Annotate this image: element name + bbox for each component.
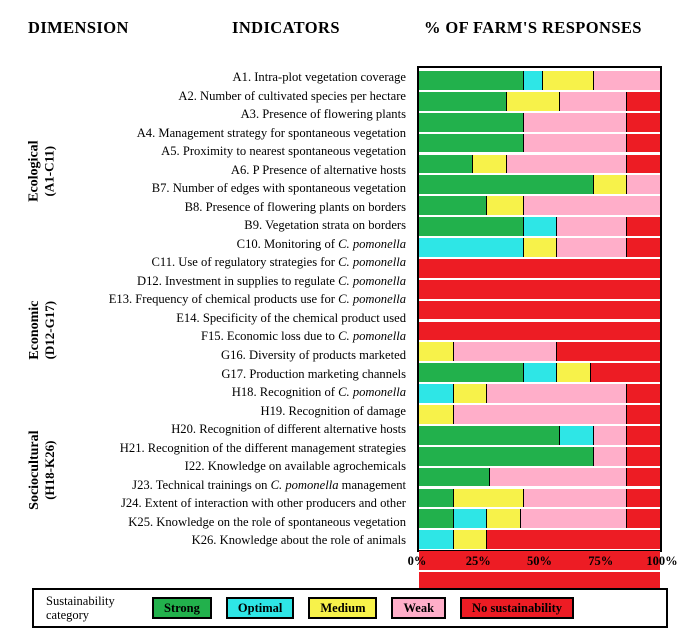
indicator-label: C11. Use of regulatory strategies for C. pomonella — [151, 255, 406, 270]
bar-segment-optimal — [453, 509, 487, 528]
bar-segment-weak — [593, 447, 627, 466]
indicator-label: H18. Recognition of C. pomonella — [231, 385, 406, 400]
bar-segment-medium — [453, 530, 487, 549]
bar-segment-weak — [523, 134, 627, 153]
indicator-label: H19. Recognition of damage — [260, 403, 406, 418]
bar-segment-weak — [453, 342, 557, 361]
indicator-label: A1. Intra-plot vegetation coverage — [232, 70, 406, 84]
bar-segment-medium — [523, 238, 557, 257]
bar-segment-medium — [453, 384, 487, 403]
bar-segment-strong — [419, 426, 559, 445]
bar-segment-strong — [419, 468, 489, 487]
bar-segment-weak — [523, 196, 660, 215]
bar-row — [419, 259, 660, 278]
indicator-label: J24. Extent of interaction with other producers and other — [120, 496, 406, 511]
bar-segment-strong — [419, 71, 523, 90]
bar-row — [419, 301, 660, 320]
bar-segment-strong — [419, 509, 453, 528]
bar-segment-strong — [419, 489, 453, 508]
bar-segment-no-sustainability — [626, 426, 660, 445]
header-indicators: INDICATORS — [232, 18, 340, 37]
bar-segment-no-sustainability — [590, 363, 660, 382]
bar-segment-optimal — [523, 363, 557, 382]
bar-segment-strong — [419, 113, 523, 132]
bar-row — [419, 489, 660, 508]
bar-row — [419, 405, 660, 424]
dimension-label-sociocultural: Sociocultural (H18-K26) — [26, 430, 57, 510]
bar-segment-weak — [593, 71, 660, 90]
bar-segment-no-sustainability — [486, 530, 660, 549]
indicator-label: J23. Technical trainings on C. pomonella management — [132, 477, 406, 492]
bar-segment-weak — [556, 238, 626, 257]
bar-segment-medium — [419, 405, 453, 424]
indicator-label: D12. Investment in supplies to regulate C. pomonella — [137, 273, 406, 288]
bar-segment-no-sustainability — [626, 92, 660, 111]
indicator-label: A5. Proximity to nearest spontaneous vegetation — [161, 144, 406, 159]
bar-row — [419, 363, 660, 382]
chart-header — [0, 18, 699, 44]
bar-segment-no-sustainability — [626, 113, 660, 132]
bar-segment-optimal — [523, 71, 542, 90]
indicator-label: H20. Recognition of different alternative hosts — [171, 422, 406, 437]
header-dimension: DIMENSION — [28, 18, 129, 37]
bar-segment-no-sustainability — [419, 280, 660, 299]
bar-segment-medium — [453, 489, 523, 508]
bar-row — [419, 134, 660, 153]
x-axis — [407, 554, 678, 572]
bar-segment-weak — [520, 509, 626, 528]
legend-title: Sustainability category — [46, 593, 115, 622]
legend-swatch-strong: Strong — [152, 597, 212, 619]
indicator-label: K25. Knowledge on the role of spontaneous vegetation — [128, 514, 406, 529]
dimension-label-economic: Economic (D12-G17) — [26, 300, 57, 360]
indicator-label: E14. Specificity of the chemical product used — [176, 310, 406, 325]
bar-segment-weak — [559, 92, 626, 111]
bar-segment-strong — [419, 196, 486, 215]
legend-swatch-weak: Weak — [391, 597, 446, 619]
indicator-label: H21. Recognition of the different management strategies — [119, 440, 406, 455]
bar-row — [419, 426, 660, 445]
x-tick-label: 25% — [465, 554, 491, 568]
bar-segment-strong — [419, 447, 593, 466]
bar-segment-medium — [486, 509, 520, 528]
bar-segment-weak — [486, 384, 626, 403]
bar-segment-optimal — [419, 530, 453, 549]
bar-segment-medium — [593, 175, 627, 194]
legend — [32, 588, 668, 628]
indicator-label: A3. Presence of flowering plants — [240, 107, 406, 122]
bar-segment-medium — [472, 155, 506, 174]
bar-row — [419, 384, 660, 403]
x-tick-label: 100% — [646, 554, 678, 568]
bar-row — [419, 155, 660, 174]
bar-segment-optimal — [523, 217, 557, 236]
bar-segment-no-sustainability — [419, 259, 660, 278]
bar-row — [419, 509, 660, 528]
bar-row — [419, 530, 660, 549]
bar-row — [419, 468, 660, 487]
legend-swatch-medium: Medium — [308, 597, 377, 619]
bar-segment-weak — [523, 489, 627, 508]
indicator-label: F15. Economic loss due to C. pomonella — [201, 329, 406, 344]
bar-segment-no-sustainability — [556, 342, 660, 361]
indicator-label: G16. Diversity of products marketed — [220, 347, 406, 362]
indicator-label: A6. P Presence of alternative hosts — [230, 162, 406, 177]
bar-segment-no-sustainability — [626, 155, 660, 174]
bar-segment-no-sustainability — [626, 447, 660, 466]
bar-row — [419, 238, 660, 257]
indicator-label: B8. Presence of flowering plants on borders — [184, 199, 406, 214]
bar-segment-weak — [556, 217, 626, 236]
x-tick-label: 0% — [407, 554, 427, 568]
x-tick-label: 75% — [588, 554, 614, 568]
bar-segment-no-sustainability — [626, 509, 660, 528]
bar-row — [419, 342, 660, 361]
bar-segment-no-sustainability — [626, 384, 660, 403]
bar-segment-strong — [419, 217, 523, 236]
bar-segment-no-sustainability — [419, 322, 660, 341]
bar-segment-weak — [593, 426, 627, 445]
bar-segment-strong — [419, 155, 472, 174]
x-tick-label: 50% — [527, 554, 552, 568]
bar-row — [419, 196, 660, 215]
bar-segment-weak — [453, 405, 627, 424]
bar-segment-medium — [556, 363, 590, 382]
bar-row — [419, 447, 660, 466]
bar-segment-strong — [419, 363, 523, 382]
legend-swatch-no-sustainability: No sustainability — [460, 597, 574, 619]
bar-segment-no-sustainability — [626, 489, 660, 508]
bar-segment-optimal — [419, 238, 523, 257]
bar-segment-strong — [419, 92, 506, 111]
bar-row — [419, 322, 660, 341]
bar-row — [419, 92, 660, 111]
bar-segment-weak — [523, 113, 627, 132]
indicator-label: A4. Management strategy for spontaneous vegetation — [136, 125, 406, 140]
dimension-label-ecological: Ecological (A1-C11) — [26, 140, 57, 202]
bar-row — [419, 113, 660, 132]
bar-segment-no-sustainability — [626, 134, 660, 153]
legend-swatch-optimal: Optimal — [226, 597, 294, 619]
bar-segment-weak — [626, 175, 660, 194]
indicator-label: B7. Number of edges with spontaneous vegetation — [151, 181, 406, 196]
bar-row — [419, 280, 660, 299]
bar-segment-weak — [506, 155, 627, 174]
bar-segment-optimal — [419, 384, 453, 403]
bar-row — [419, 175, 660, 194]
bar-segment-medium — [506, 92, 559, 111]
legend-items — [152, 597, 574, 619]
indicator-label-list — [86, 66, 412, 552]
bar-segment-no-sustainability — [626, 468, 660, 487]
indicator-label: K26. Knowledge about the role of animals — [191, 533, 406, 548]
bar-segment-no-sustainability — [626, 238, 660, 257]
bar-segment-medium — [486, 196, 522, 215]
bar-row — [419, 217, 660, 236]
indicator-label: G17. Production marketing channels — [221, 366, 406, 381]
indicator-label: B9. Vegetation strata on borders — [244, 218, 406, 233]
indicator-label: A2. Number of cultivated species per hectare — [178, 88, 406, 103]
bar-segment-no-sustainability — [626, 217, 660, 236]
bar-segment-weak — [489, 468, 626, 487]
bar-segment-no-sustainability — [419, 301, 660, 320]
bar-row — [419, 71, 660, 90]
bar-segment-strong — [419, 175, 593, 194]
indicator-label: C10. Monitoring of C. pomonella — [236, 236, 406, 251]
indicator-label: E13. Frequency of chemical products use for C. pomonella — [108, 292, 406, 307]
indicator-label: I22. Knowledge on available agrochemicals — [184, 459, 406, 474]
bar-segment-no-sustainability — [626, 405, 660, 424]
stacked-bar-plot — [417, 66, 662, 552]
bar-segment-optimal — [559, 426, 593, 445]
bar-segment-medium — [542, 71, 593, 90]
bar-segment-medium — [419, 342, 453, 361]
header-responses: % OF FARM'S RESPONSES — [424, 18, 642, 37]
bar-segment-strong — [419, 134, 523, 153]
